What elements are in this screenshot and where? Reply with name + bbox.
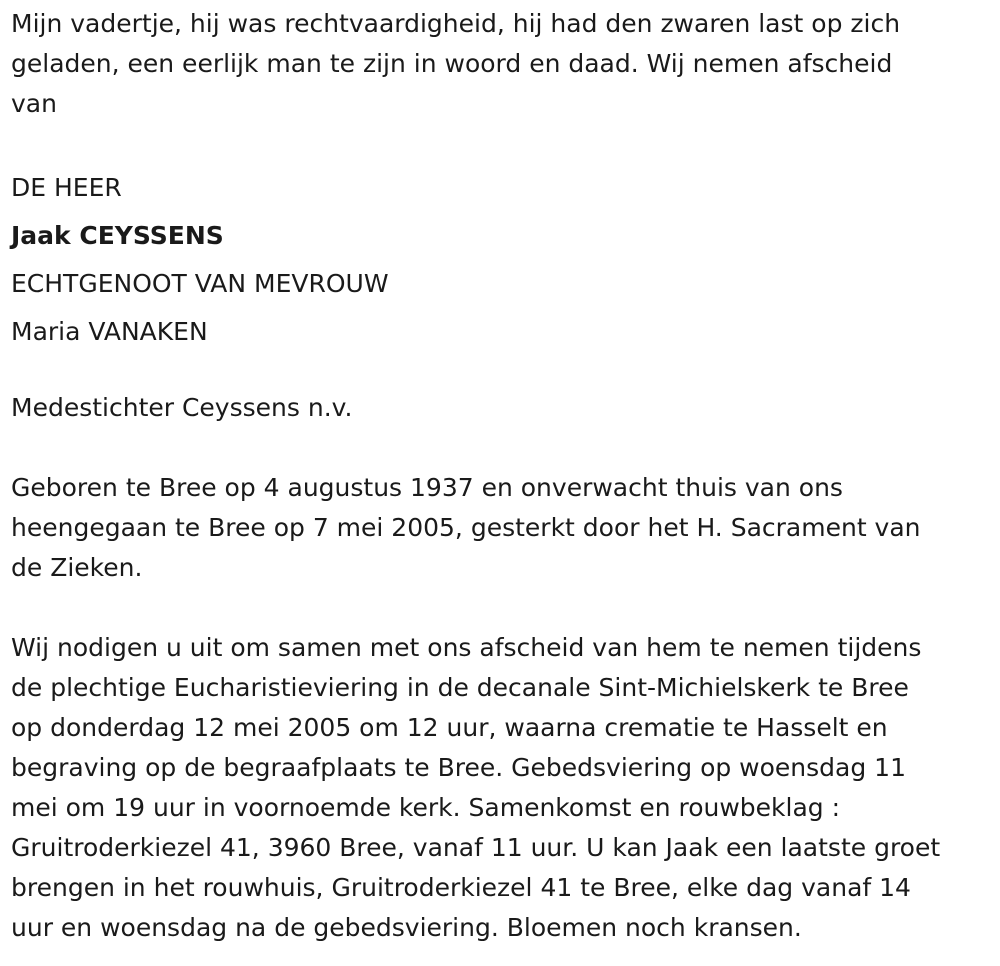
invitation-line: mei om 19 uur in voornoemde kerk. Samenkomst en rouwbeklag : — [11, 793, 841, 822]
role-paragraph — [11, 388, 991, 428]
invitation-line: de plechtige Eucharistieviering in de decanale Sint-Michielskerk te Bree — [11, 673, 909, 702]
spacer — [11, 428, 991, 468]
intro-line: geladen, een eerlijk man te zijn in woord en daad. Wij nemen afscheid — [11, 49, 893, 78]
obituary-document — [11, 4, 991, 948]
invitation-line: Gruitroderkiezel 41, 3960 Bree, vanaf 11 uur. U kan Jaak een laatste groet — [11, 833, 941, 862]
spacer — [11, 356, 991, 388]
birth-death-paragraph — [11, 468, 991, 588]
intro-paragraph — [11, 4, 991, 124]
invitation-line: brengen in het rouwhuis, Gruitroderkiezel 41 te Bree, elke dag vanaf 14 — [11, 873, 911, 902]
birth-death-line: Geboren te Bree op 4 augustus 1937 en onverwacht thuis van ons — [11, 473, 843, 502]
spacer — [11, 588, 991, 628]
birth-death-line: de Zieken. — [11, 553, 143, 582]
deceased-name: Jaak CEYSSENS — [11, 221, 224, 250]
invitation-line: begraving op de begraafplaats te Bree. Gebedsviering op woensdag 11 — [11, 753, 906, 782]
relation-line: ECHTGENOOT VAN MEVROUW — [11, 269, 389, 298]
birth-death-line: heengegaan te Bree op 7 mei 2005, gesterkt door het H. Sacrament van — [11, 513, 921, 542]
invitation-line: uur en woensdag na de gebedsviering. Bloemen noch kransen. — [11, 913, 802, 942]
invitation-paragraph — [11, 628, 991, 948]
spouse-name: Maria VANAKEN — [11, 317, 208, 346]
title-line: DE HEER — [11, 173, 122, 202]
invitation-line: Wij nodigen u uit om samen met ons afscheid van hem te nemen tijdens — [11, 633, 922, 662]
spacer — [11, 124, 991, 164]
name-block — [11, 164, 991, 356]
intro-line: van — [11, 89, 57, 118]
intro-line: Mijn vadertje, hij was rechtvaardigheid, hij had den zwaren last op zich — [11, 9, 901, 38]
invitation-line: op donderdag 12 mei 2005 om 12 uur, waarna crematie te Hasselt en — [11, 713, 888, 742]
role-line: Medestichter Ceyssens n.v. — [11, 393, 353, 422]
